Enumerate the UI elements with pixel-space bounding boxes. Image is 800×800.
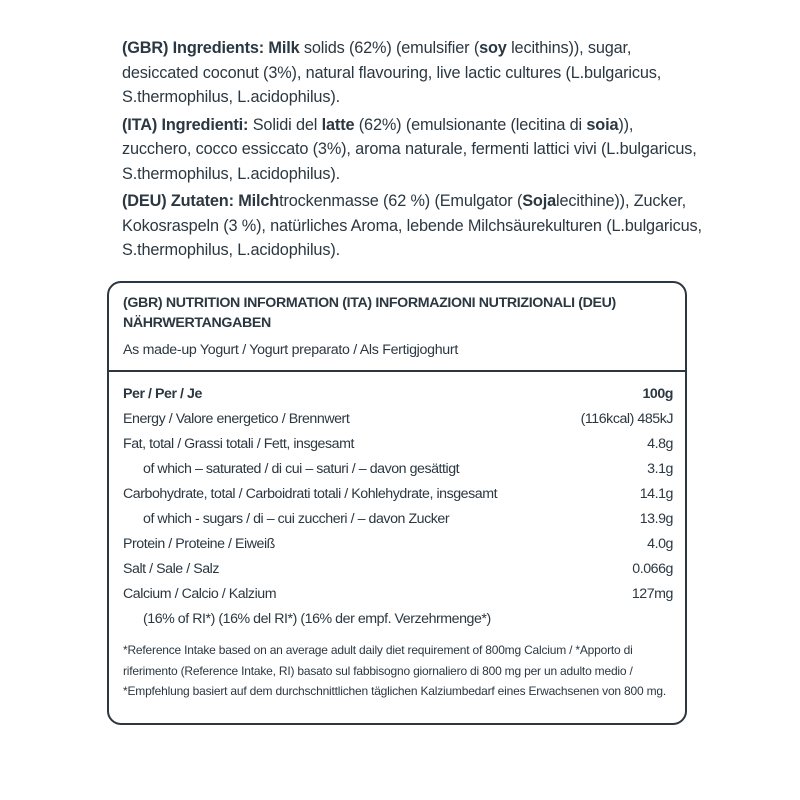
allergen-latte: latte (321, 115, 355, 134)
ingredients-section (122, 36, 702, 266)
nutrient-value: 0.066g (632, 561, 673, 577)
nutrition-header-label: Per / Per / Je (123, 386, 202, 402)
allergen-milk: Milk (268, 39, 300, 57)
nutrition-row-calcium (123, 582, 673, 607)
nutrient-value: 4.0g (647, 536, 673, 552)
ingredients-ita-label: (ITA) Ingredienti: (122, 115, 249, 134)
nutrition-header-row (123, 382, 673, 407)
allergen-soia: soia (586, 115, 619, 134)
ingredients-gbr (122, 36, 702, 110)
nutrition-row-protein (123, 532, 673, 557)
ingredients-ita-text: )), zucchero, cocco essiccato (3%), aroma naturale, fermenti lattici vivi (L.bulgaricus, S.thermophilus, L.acidophilus). (122, 115, 697, 183)
nutrient-value: 127mg (631, 586, 673, 602)
nutrient-value: 3.1g (647, 461, 673, 477)
nutrient-label: Protein / Proteine / Eiweiß (123, 536, 275, 552)
nutrition-ri-note (123, 607, 673, 632)
allergen-soja: Soja (522, 192, 557, 210)
nutrient-value: 13.9g (639, 511, 673, 527)
nutrition-row-carbohydrate (123, 482, 673, 507)
ri-note-text: (16% of RI*) (16% del RI*) (16% der empf. Verzehrmenge*) (143, 611, 491, 627)
ingredients-gbr-label: (GBR) Ingredients: (122, 39, 265, 57)
nutrition-divider (109, 370, 685, 372)
ingredients-deu-text: trockenmasse (62 %) (Emulgator ( (279, 192, 523, 210)
nutrient-label: Salt / Sale / Salz (123, 561, 219, 577)
nutrient-label: Carbohydrate, total / Carboidrati totali / Kohlehydrate, insgesamt (123, 486, 498, 502)
nutrition-row-sugars (123, 507, 673, 532)
ingredients-ita-text: (62%) (emulsionante (lecitina di (354, 115, 587, 134)
ingredients-deu-label: (DEU) Zutaten: (122, 192, 234, 210)
nutrition-panel (107, 281, 687, 725)
nutrition-row-salt (123, 557, 673, 582)
nutrient-value: 14.1g (639, 486, 673, 502)
ingredients-ita (122, 113, 702, 187)
nutrient-label: Fat, total / Grassi totali / Fett, insgesamt (123, 436, 354, 452)
ingredients-deu (122, 189, 702, 263)
nutrient-label: Energy / Valore energetico / Brennwert (123, 411, 350, 427)
allergen-milch: Milch (233, 192, 280, 210)
ingredients-deu-text: lecithine)), Zucker, Kokosraspeln (3 %), natürliches Aroma, lebende Milchsäurekulturen (L.bulgaricus, S.thermophilus, L.acidophilus). (122, 192, 702, 259)
nutrient-value: (116kcal) 485kJ (580, 411, 673, 427)
nutrition-subtitle: As made-up Yogurt / Yogurt preparato / Als Fertigjoghurt (123, 342, 458, 358)
nutrition-table (123, 382, 673, 632)
ingredients-gbr-text: lecithins)), sugar, desiccated coconut (3%), natural flavouring, live lactic cultures (L.bulgaricus, S.thermophilus, L.acidophilus). (122, 39, 662, 106)
nutrient-label: of which - sugars / di – cui zuccheri / – davon Zucker (143, 511, 450, 527)
ingredients-ita-text: Solidi del (248, 115, 322, 134)
nutrition-row-fat (123, 432, 673, 457)
allergen-soy: soy (479, 39, 507, 57)
nutrition-title: (GBR) NUTRITION INFORMATION (ITA) INFORMAZIONI NUTRIZIONALI (DEU) NÄHRWERTANGABEN (123, 295, 616, 331)
nutrient-label: of which – saturated / di cui – saturi / – davon gesättigt (143, 461, 460, 477)
nutrient-label: Calcium / Calcio / Kalzium (123, 586, 277, 602)
nutrition-footnote: *Reference Intake based on an average adult daily diet requirement of 800mg Calcium / *Apporto di riferimento (Reference Intake, RI) basato sul fabbisogno giornaliero di 800 mg per un adulto medio / *Empfehlung basiert auf dem durchschnittlichen täglichen Kalziumbedarf eines Erwachsenen von 800 mg. (123, 643, 666, 698)
ingredients-gbr-text: solids (62%) (emulsifier ( (299, 39, 480, 57)
nutrient-value: 4.8g (647, 436, 673, 452)
nutrition-row-saturates (123, 457, 673, 482)
nutrition-row-energy (123, 407, 673, 432)
nutrition-header-value: 100g (642, 386, 673, 402)
